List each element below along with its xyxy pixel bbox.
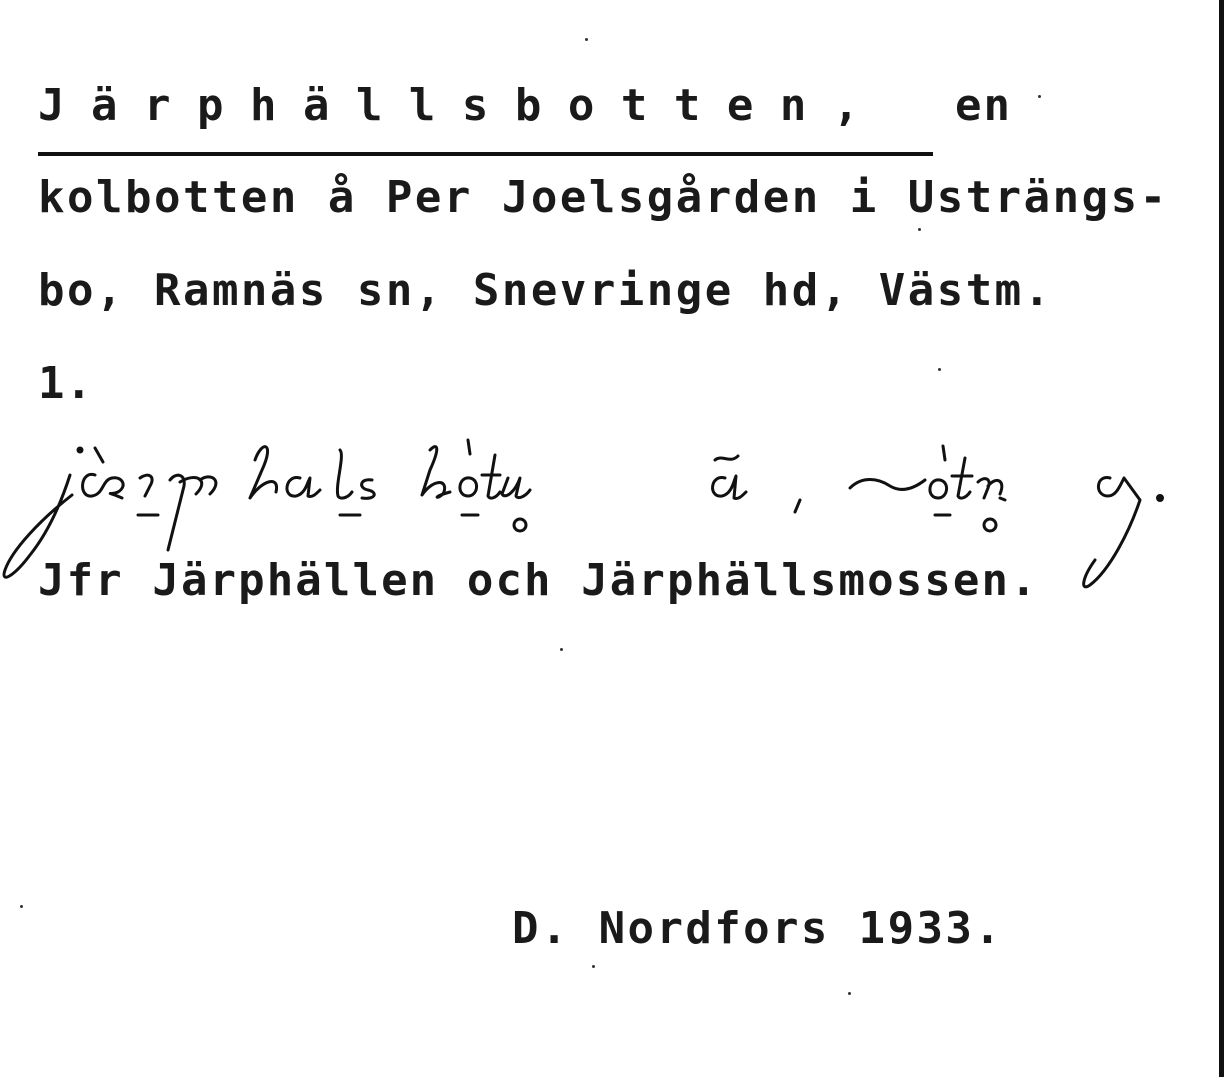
speck xyxy=(585,38,588,41)
speck xyxy=(918,228,921,231)
description-line-2: bo, Ramnäs sn, Snevringe hd, Västm. xyxy=(38,265,1053,316)
speck xyxy=(592,965,595,968)
headword: Järphällsbotten, xyxy=(38,80,886,131)
description-line-3: 1. xyxy=(38,358,93,409)
speck xyxy=(938,368,941,371)
speck xyxy=(20,905,23,908)
description-line-1: kolbotten å Per Joelsgården i Usträngs- xyxy=(38,172,1169,223)
headword-underline xyxy=(38,152,933,156)
signature-line: D. Nordfors 1933. xyxy=(512,903,1004,954)
speck xyxy=(848,992,851,995)
speck xyxy=(560,648,563,651)
headword-gender: en xyxy=(955,80,1012,131)
description-line-4: Jfr Järphällen och Järphällsmossen. xyxy=(38,555,1039,606)
speck xyxy=(1038,95,1041,98)
card-edge xyxy=(1219,0,1224,1077)
